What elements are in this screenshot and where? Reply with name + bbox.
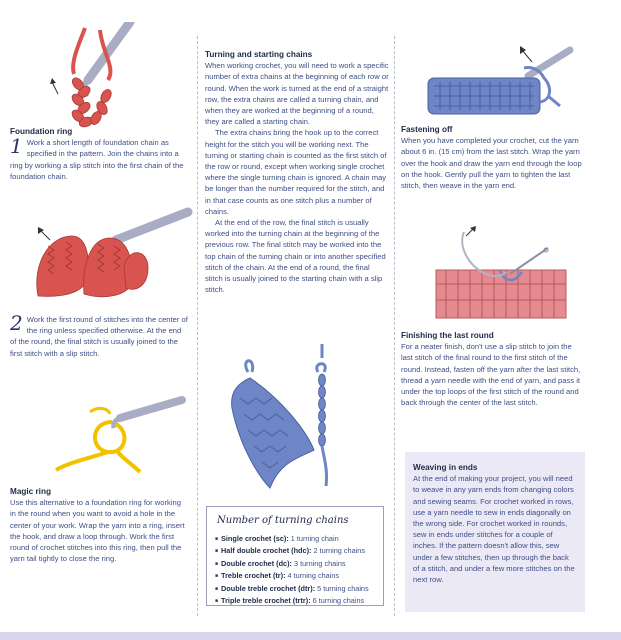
turning-paragraph-2: The extra chains bring the hook up to the correct height for the stitch you will be working next. The turning or starting chain is counted as the first stitch of the row or round, except when working single crochet where the single turning chain is ignored. A chain may be longer than the number required for the stitch, and in that case counts as one stitch plus a number of chains. bbox=[205, 128, 387, 216]
magic-ring-section bbox=[10, 486, 188, 564]
magic-ring-illustration bbox=[50, 392, 190, 476]
turning-chains-title: Number of turning chains bbox=[217, 515, 349, 526]
step-1-number: 1 bbox=[10, 134, 23, 159]
step-1-text: Work a short length of foundation chain as specified in the pattern. Join the chains into a ring by working a slip stitch into the first chain of the foundation chain. bbox=[10, 138, 184, 181]
first-round-illustration bbox=[28, 206, 193, 302]
list-item: ■ Triple treble crochet (trtr): 6 turning chains bbox=[215, 595, 369, 607]
turning-paragraph-1: When working crochet, you will need to work a specific number of extra chains at the beginning of each row or round. When the work is turned at the end of a straight row, the extra chains are called a turning chain, and when they are worked at the beginning of a round, they are called a starting chain. bbox=[205, 61, 389, 127]
fastening-off-illustration bbox=[420, 42, 580, 124]
foundation-heading: Foundation ring bbox=[10, 127, 73, 136]
turning-chains-list bbox=[215, 533, 369, 607]
list-item: ■ Double crochet (dc): 3 turning chains bbox=[215, 558, 369, 570]
step-2-text: Work the first round of stitches into the center of the ring unless specified otherwise. At the end of the round, the final stitch is usually joined to the first stitch with a slip stitch. bbox=[10, 315, 188, 358]
finishing-illustration bbox=[430, 226, 580, 322]
turning-heading: Turning and starting chains bbox=[205, 50, 313, 59]
fastening-section bbox=[401, 124, 585, 191]
step-2-section bbox=[10, 311, 188, 359]
turning-paragraph-3: At the end of the row, the final stitch is usually worked into the turning chain at the beginning of the previous row. The final stitch may be worked into the top chain of the turning chain or into another specified stitch of the chain. At the end of a round, the final stitch is usually joined to the starting chain with a slip stitch. bbox=[205, 218, 386, 295]
column-divider-2 bbox=[394, 36, 395, 616]
finishing-heading: Finishing the last round bbox=[401, 331, 494, 340]
magic-ring-text: Use this alternative to a foundation ring for working in the round when you want to avoid a hole in the center of your work. Wrap the yarn into a ring, insert the hook, and draw a loop through. Work the first round of crochet stitches into this ring, then pull the yarn tail tightly to close the ring. bbox=[10, 498, 185, 564]
magic-ring-heading: Magic ring bbox=[10, 487, 51, 496]
finishing-section bbox=[401, 330, 585, 408]
turning-section bbox=[205, 49, 389, 295]
finishing-text: For a neater finish, don't use a slip stitch to join the last stitch of the final round to the first stitch of the round. Instead, fasten off the yarn after the last stitch, thread a yarn needle with the end of yarn, and pass it under the top loops of the first stitch of the round and back through the center of the last stitch. bbox=[401, 342, 581, 408]
turning-chain-illustration bbox=[210, 338, 380, 498]
fastening-text: When you have completed your crochet, cut the yarn about 6 in. (15 cm) from the last stitch. Wrap the yarn over the hook and draw the yarn end through the loop on the hook. Gently pull the yarn to tighten the last stitch, then weave in the yarn end. bbox=[401, 136, 582, 191]
list-item: ■ Half double crochet (hdc): 2 turning chains bbox=[215, 545, 369, 557]
list-item: ■ Treble crochet (tr): 4 turning chains bbox=[215, 570, 369, 582]
weaving-heading: Weaving in ends bbox=[413, 463, 478, 472]
weaving-text: At the end of making your project, you will need to weave in any yarn ends from changing colors and sewing seams. For crochet worked in rows, use a yarn needle to sew in ends diagonally on the wrong side. For crochet worked in rounds, sew in ends under stitches for a couple of inches. If the pattern doesn't allow this, sew under a few stitches, then up through the back of a stitch, and under a few more stitches on the next row. bbox=[413, 474, 575, 585]
list-item: ■ Double treble crochet (dtr): 5 turning chains bbox=[215, 583, 369, 595]
turning-chains-box bbox=[206, 506, 384, 606]
foundation-ring-illustration bbox=[30, 22, 150, 130]
bottom-bar bbox=[0, 632, 621, 640]
column-divider-1 bbox=[197, 36, 198, 616]
fastening-heading: Fastening off bbox=[401, 125, 453, 134]
weaving-box bbox=[405, 452, 585, 612]
foundation-section bbox=[10, 126, 188, 182]
step-2-number: 2 bbox=[10, 311, 23, 335]
list-item: ■ Single crochet (sc): 1 turning chain bbox=[215, 533, 369, 545]
